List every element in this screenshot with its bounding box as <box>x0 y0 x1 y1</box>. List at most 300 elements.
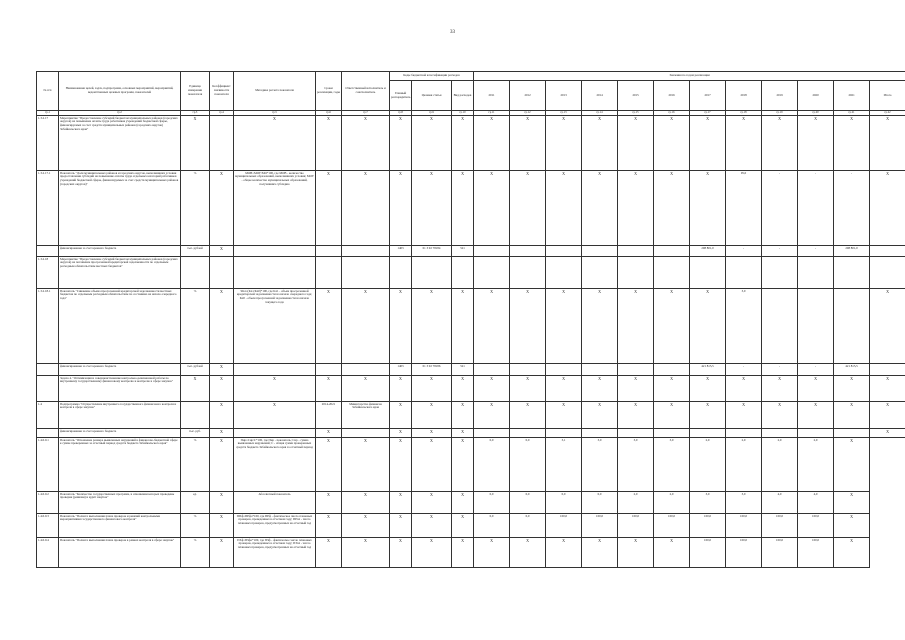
table-cell: Х <box>390 376 412 402</box>
column-number: гр.19 <box>762 111 798 116</box>
table-cell: 0,0 <box>510 514 546 538</box>
table-cell <box>510 257 546 289</box>
table-cell: Х <box>390 289 412 364</box>
table-cell <box>582 246 618 257</box>
table-cell: Х <box>210 492 234 514</box>
table-cell: 3,0 <box>582 438 618 492</box>
table-cell <box>546 429 582 438</box>
table-cell: 0,0 <box>582 492 618 514</box>
header-main-manager: Главный распорядитель <box>390 81 412 111</box>
table-cell: Х <box>546 538 582 568</box>
table-cell: Х <box>390 116 412 171</box>
header-unit: Единица измерения показателя <box>181 72 210 111</box>
row-name-cell: финансирование за счет краевого бюджета <box>59 246 181 257</box>
column-number: гр.13 <box>546 111 582 116</box>
table-cell: Х <box>798 376 834 402</box>
row-name-cell: Мероприятие "Предоставление субсидий бюджетам муниципальных районов (городских округов) на повышение оплаты труда работников учреждений бюджетной сферы, финансируемых за счет средств муниципальных районов (городских округов) Забайкальского края" <box>59 116 181 171</box>
table-cell: Х <box>412 376 452 402</box>
table-cell: 100,0 <box>762 538 798 568</box>
table-cell: 3,0 <box>654 438 690 492</box>
table-cell: - <box>762 364 798 376</box>
table-cell: Х <box>726 376 762 402</box>
table-cell: Х <box>798 116 834 171</box>
table-cell: Х <box>474 402 510 429</box>
header-year: 2014 <box>582 81 618 111</box>
table-cell: Х <box>582 538 618 568</box>
header-period: Сроки реализации, годы <box>316 72 342 111</box>
table-cell: Х <box>342 289 390 364</box>
table-cell: Х <box>834 402 870 429</box>
header-year: 2020 <box>798 81 834 111</box>
table-cell <box>726 257 762 289</box>
table-cell: 3,0 <box>690 492 726 514</box>
column-number: гр.11 <box>474 111 510 116</box>
table-cell: Х <box>546 376 582 402</box>
table-cell <box>510 429 546 438</box>
table-cell <box>618 364 654 376</box>
table-row <box>37 514 905 538</box>
table-cell: Х <box>834 438 870 492</box>
table-cell: Х <box>390 171 412 246</box>
table-cell: 3,0 <box>726 492 762 514</box>
table-cell <box>342 364 390 376</box>
table-cell: 1403 <box>390 364 412 376</box>
table-cell: Х <box>690 171 726 246</box>
table-cell <box>762 429 798 438</box>
column-number: гр.6 <box>316 111 342 116</box>
table-cell: 01 3 02 78186 <box>412 364 452 376</box>
row-name-cell: Мероприятие "Предоставление субсидий бюджетам муниципальных районов (городских округов) на погашение просроченной кредиторской задолженности по отдельным расходным обязательствам местных бюджетов" <box>59 257 181 289</box>
table-cell: Х <box>316 538 342 568</box>
table-cell: 100,0 <box>654 514 690 538</box>
table-cell: 3,0 <box>726 289 762 364</box>
table-cell: Х <box>316 514 342 538</box>
table-cell: Х <box>834 538 870 568</box>
table-cell: Х <box>210 376 234 402</box>
table-cell <box>726 429 762 438</box>
table-cell <box>762 257 798 289</box>
table-cell: Х <box>618 376 654 402</box>
row-name-cell: финансирование за счет краевого бюджета <box>59 429 181 438</box>
table-cell: 01 3 02 78184 <box>412 246 452 257</box>
row-name-cell: Задача 4. "Оптимизация и совершенствование контрольно-ревизионной работы по внутреннему государственному финансовому контролю и контролю в сфере закупок" <box>59 376 181 402</box>
table-row <box>37 438 905 492</box>
table-cell: Х <box>452 514 474 538</box>
table-cell <box>690 257 726 289</box>
table-cell: Х <box>510 538 546 568</box>
table-cell: ППф=ПРфо*100, где ПРф - фактическое число плановых проверок, проведенных в отчетном году; ПРпл - число плановых проверок, предусмотренных на отчетный год <box>234 514 316 538</box>
table-cell: тыс. рублей <box>181 364 210 376</box>
table-cell: Х <box>452 376 474 402</box>
table-cell: Х <box>618 402 654 429</box>
table-cell: 298 801,0 <box>690 246 726 257</box>
table-cell: Х <box>510 289 546 364</box>
table-cell: Х <box>690 116 726 171</box>
column-number: гр.7 <box>342 111 390 116</box>
table-row <box>37 364 905 376</box>
table-cell: Х <box>412 492 452 514</box>
table-cell: 3,0 <box>618 438 654 492</box>
table-cell: 100,0 <box>726 514 762 538</box>
table-cell: 100,0 <box>582 514 618 538</box>
table-cell: Х <box>510 402 546 429</box>
table-cell <box>412 257 452 289</box>
table-cell: Пнр=Снр/С*100, где Пнр - показатель; Снр - сумма выявленных нарушений; С - общая сумма проверенных средств бюджета Забайкальского края за отчетный период <box>234 438 316 492</box>
table-cell: % <box>181 538 210 568</box>
table-cell: Х <box>210 402 234 429</box>
table-cell: Х <box>412 402 452 429</box>
row-name-cell: Подпрограмма "Осуществление внутреннего государственного финансового контроля и контроля в сфере закупок" <box>59 402 181 429</box>
table-cell: Х <box>452 116 474 171</box>
row-number-cell <box>37 376 59 402</box>
table-cell: Х <box>474 376 510 402</box>
table-cell: Х <box>870 171 905 246</box>
column-number: гр.9 <box>412 111 452 116</box>
header-coefficient: Коэффициент значимости показателя <box>210 72 234 111</box>
table-cell: - <box>798 171 834 246</box>
table-cell <box>342 429 390 438</box>
table-cell: % <box>181 514 210 538</box>
table-cell <box>762 289 798 364</box>
header-year: 2011 <box>474 81 510 111</box>
table-cell: Х <box>390 492 412 514</box>
header-name: Наименование целей, задач, подпрограмм, основных мероприятий, мероприятий, ведомственных целевых программ, показателей <box>59 72 181 111</box>
table-cell: 2,9 <box>726 438 762 492</box>
table-cell: Х <box>474 289 510 364</box>
table-cell: - <box>798 246 834 257</box>
table-cell: Х <box>618 538 654 568</box>
header-year: 2016 <box>654 81 690 111</box>
row-name-cell: Показатель "Отношение размера выявленных нарушений в финансово-бюджетной сфере к сумме проверенных за отчетный период средств бюджета Забайкальского края" <box>59 438 181 492</box>
row-number-cell <box>37 246 59 257</box>
table-cell: Х <box>546 116 582 171</box>
table-cell <box>834 429 870 438</box>
table-cell <box>234 257 316 289</box>
table-cell: Х <box>210 514 234 538</box>
table-cell: Х <box>690 289 726 364</box>
table-body <box>37 116 905 568</box>
table-cell: Х <box>452 438 474 492</box>
column-number: гр.8 <box>390 111 412 116</box>
table-cell: Х <box>474 171 510 246</box>
table-cell: Х <box>762 116 798 171</box>
table-cell: Х <box>390 402 412 429</box>
table-row <box>37 376 905 402</box>
table-cell: 2014-2021 <box>316 402 342 429</box>
table-cell: Х <box>582 171 618 246</box>
table-cell <box>654 364 690 376</box>
table-cell <box>510 246 546 257</box>
table-cell: Х <box>582 402 618 429</box>
table-cell: Х <box>234 116 316 171</box>
header-expense-type: Вид расходов <box>452 81 474 111</box>
table-cell: SKz=(Kz1/Kz0)*100, где Kz1 - объем просроченной кредиторской задолженности на начало очередного года; Kz0 - объем просроченной задолженности на начало текущего года <box>234 289 316 364</box>
table-cell: 100,0 <box>762 514 798 538</box>
table-cell: Х <box>452 402 474 429</box>
table-row <box>37 289 905 364</box>
table-cell <box>452 257 474 289</box>
row-number-cell <box>37 364 59 376</box>
table-cell: 2,0 <box>654 492 690 514</box>
table-cell <box>798 429 834 438</box>
table-cell: Х <box>452 429 474 438</box>
table-cell <box>234 246 316 257</box>
row-number-cell <box>37 429 59 438</box>
table-cell: Х <box>342 171 390 246</box>
table-cell <box>316 257 342 289</box>
table-cell: Х <box>510 376 546 402</box>
table-cell: 100,0 <box>546 514 582 538</box>
table-cell: Х <box>412 514 452 538</box>
row-name-cell: Показатель "Доля муниципальных районов и городских округов, выполнивших условия предоставления субсидий на повышение оплаты труда отдельных категорий работников учреждений бюджетной сферы, финансируемых за счет средств муниципальных районов (городских округов)" <box>59 171 181 246</box>
header-number: № п/п <box>37 72 59 111</box>
table-cell: 4,0 <box>798 492 834 514</box>
header-executor: Ответственный исполнитель и соисполнитель <box>342 72 390 111</box>
table-cell <box>474 257 510 289</box>
table-cell: Х <box>316 492 342 514</box>
table-cell: Х <box>210 438 234 492</box>
row-number-cell: 1.3.2.18.1 <box>37 289 59 364</box>
header-year: 2012 <box>510 81 546 111</box>
table-cell: Х <box>834 514 870 538</box>
table-cell: Х <box>834 376 870 402</box>
table-cell <box>654 429 690 438</box>
table-cell: Х <box>390 538 412 568</box>
table-cell <box>798 289 834 364</box>
table-cell: Х <box>726 116 762 171</box>
table-cell: Х <box>452 171 474 246</box>
table-cell <box>546 364 582 376</box>
table-cell: 100,0 <box>726 538 762 568</box>
table-cell: Х <box>834 116 870 171</box>
table-cell: 2,0 <box>618 492 654 514</box>
table-cell: 2,9 <box>690 438 726 492</box>
table-cell: 100,0 <box>690 538 726 568</box>
row-name-cell: финансирование за счет краевого бюджета <box>59 364 181 376</box>
table-cell: Х <box>474 538 510 568</box>
table-cell: Х <box>546 402 582 429</box>
row-name-cell: Показатель "Полнота выполнения плана проверок в рамках контроля в сфере закупок" <box>59 538 181 568</box>
table-cell: тыс. рублей <box>181 246 210 257</box>
table-cell <box>510 364 546 376</box>
table-cell: Х <box>342 538 390 568</box>
table-cell: Х <box>870 402 905 429</box>
table-cell: Х <box>654 402 690 429</box>
table-cell <box>582 429 618 438</box>
table-cell <box>474 246 510 257</box>
row-number-cell: 1.4.0.0.3 <box>37 514 59 538</box>
table-cell: Х <box>654 376 690 402</box>
table-cell: Х <box>342 376 390 402</box>
table-cell: % <box>181 171 210 246</box>
table-cell: Х <box>412 171 452 246</box>
table-cell: Абсолютный показатель <box>234 492 316 514</box>
table-cell: % <box>181 289 210 364</box>
column-number: гр.21 <box>834 111 870 116</box>
table-cell <box>582 257 618 289</box>
table-cell: Х <box>210 364 234 376</box>
table-cell: - <box>726 364 762 376</box>
table-cell <box>474 429 510 438</box>
row-number-cell: 1.3.2.17 <box>37 116 59 171</box>
table-cell <box>342 257 390 289</box>
table-cell: Х <box>210 538 234 568</box>
column-number: гр.2 <box>59 111 181 116</box>
header-year: 2015 <box>618 81 654 111</box>
table-cell: Х <box>390 438 412 492</box>
table-cell: 0,0 <box>474 514 510 538</box>
table-cell: Х <box>390 429 412 438</box>
table-row <box>37 171 905 246</box>
table-cell <box>546 257 582 289</box>
table-cell: Х <box>618 171 654 246</box>
table-cell <box>834 289 870 364</box>
table-cell: Х <box>316 289 342 364</box>
table-cell: Х <box>726 402 762 429</box>
table-cell: Х <box>618 116 654 171</box>
row-name-cell: Показатель "Количество государственных программ, в отношении которых проведены проверки (ревизии) и аудит закупок" <box>59 492 181 514</box>
table-cell <box>654 246 690 257</box>
table-cell: Х <box>342 492 390 514</box>
table-cell <box>181 257 210 289</box>
table-cell <box>582 364 618 376</box>
header-budget-codes: Коды бюджетной классификации расходов <box>390 72 474 81</box>
table-cell: Х <box>181 116 210 171</box>
table-cell: Министерство финансов Забайкальского края <box>342 402 390 429</box>
program-indicators-table-sheet <box>36 71 892 616</box>
table-cell: 0,0 <box>546 492 582 514</box>
table-cell: - <box>762 246 798 257</box>
table-cell: 2,9 <box>762 438 798 492</box>
table-cell: Х <box>234 376 316 402</box>
table-cell: Х <box>412 289 452 364</box>
table-cell: Х <box>181 376 210 402</box>
table-cell: 0,0 <box>474 438 510 492</box>
page-number: 33 <box>450 30 455 35</box>
table-cell <box>210 116 234 171</box>
column-number: гр.3 <box>181 111 210 116</box>
column-number: гр.17 <box>690 111 726 116</box>
row-number-cell: 1.4.0.0.4 <box>37 538 59 568</box>
table-header <box>37 72 905 116</box>
table-cell: Х <box>870 289 905 364</box>
header-year: 2021 <box>834 81 870 111</box>
row-name-cell: Показатель "Снижение объема просроченной кредиторской задолженности местных бюджетов по отдельным расходным обязательствам по состоянию на начало очередного года" <box>59 289 181 364</box>
table-cell: 100,0 <box>798 514 834 538</box>
table-cell: Х <box>546 171 582 246</box>
table-cell: 4,0 <box>762 492 798 514</box>
table-cell: Х <box>762 376 798 402</box>
table-cell <box>234 429 316 438</box>
table-row <box>37 116 905 171</box>
table-cell <box>690 429 726 438</box>
table-cell: Х <box>412 116 452 171</box>
table-cell <box>870 257 905 289</box>
table-cell: ПЗф=ПЗфо*100, где ПЗф - фактическое число плановых проверок, проведенных в отчетном году; ПЗпл - число плановых проверок, предусмотренных на отчетный год <box>234 538 316 568</box>
table-cell: Х <box>654 116 690 171</box>
table-cell: Х <box>510 171 546 246</box>
table-cell: - <box>834 171 870 246</box>
row-number-cell: 1.3.2.18 <box>37 257 59 289</box>
column-number: гр.1 <box>37 111 59 116</box>
table-row <box>37 402 905 429</box>
header-target-article: Целевая статья <box>412 81 452 111</box>
table-cell: Х <box>412 429 452 438</box>
row-number-cell: 1.3.2.17.1 <box>37 171 59 246</box>
table-cell: 3,1 <box>546 438 582 492</box>
header-values-by-year: Значения по годам реализации <box>474 72 905 81</box>
header-year: 2018 <box>726 81 762 111</box>
table-row <box>37 538 905 568</box>
table-cell: Х <box>412 538 452 568</box>
table-cell: Х <box>690 402 726 429</box>
table-row <box>37 492 905 514</box>
table-cell: 0,0 <box>510 492 546 514</box>
table-cell: 1403 <box>390 246 412 257</box>
table-cell: Х <box>390 514 412 538</box>
table-cell: МОВ=МОУ/МО*100, где МОВ - количество муниципальных образований, выполнивших условия; МОУ - общее количество муниципальных образований, получивших субсидию <box>234 171 316 246</box>
table-cell: 421 815,5 <box>690 364 726 376</box>
column-number: гр.16 <box>654 111 690 116</box>
table-cell: Х <box>582 376 618 402</box>
table-cell: тыс. руб. <box>181 429 210 438</box>
table-cell: Х <box>452 538 474 568</box>
table-cell: Х <box>342 438 390 492</box>
table-cell: - <box>762 171 798 246</box>
header-year: 2017 <box>690 81 726 111</box>
table-cell: Х <box>834 492 870 514</box>
table-cell <box>181 402 210 429</box>
column-number: гр.22 <box>870 111 905 116</box>
table-cell: Х <box>510 116 546 171</box>
table-cell: 0,0 <box>474 492 510 514</box>
header-year: Итого <box>870 81 905 111</box>
table-cell: - <box>798 364 834 376</box>
table-cell: 0,0 <box>510 438 546 492</box>
table-cell <box>654 257 690 289</box>
table-cell: 100,0 <box>798 538 834 568</box>
table-cell: Х <box>654 538 690 568</box>
table-cell: Х <box>210 246 234 257</box>
table-cell: Х <box>870 116 905 171</box>
table-cell: Х <box>316 376 342 402</box>
table-cell: % <box>181 438 210 492</box>
table-cell: Х <box>412 438 452 492</box>
table-cell <box>618 257 654 289</box>
row-number-cell: 1.4.0.0.2 <box>37 492 59 514</box>
table-cell: Х <box>582 116 618 171</box>
program-indicators-table <box>36 71 905 568</box>
column-number: гр.4 <box>210 111 234 116</box>
table-cell: 298 801,0 <box>834 246 870 257</box>
row-number-cell: 1.4.0.0.1 <box>37 438 59 492</box>
column-number: гр.10 <box>452 111 474 116</box>
table-cell <box>316 364 342 376</box>
table-cell <box>618 429 654 438</box>
table-cell: 521 <box>452 246 474 257</box>
table-cell <box>834 257 870 289</box>
row-name-cell: Показатель "Полнота выполнения плана проверок и ревизий контрольными мероприятиями государственного финансового контроля" <box>59 514 181 538</box>
table-cell <box>474 364 510 376</box>
table-cell: Х <box>210 289 234 364</box>
table-cell: Х <box>210 171 234 246</box>
table-cell: ед. <box>181 492 210 514</box>
column-number: гр.20 <box>798 111 834 116</box>
table-cell: 100,0 <box>618 514 654 538</box>
table-cell: Х <box>452 492 474 514</box>
table-cell: Х <box>474 116 510 171</box>
table-cell: Х <box>316 438 342 492</box>
